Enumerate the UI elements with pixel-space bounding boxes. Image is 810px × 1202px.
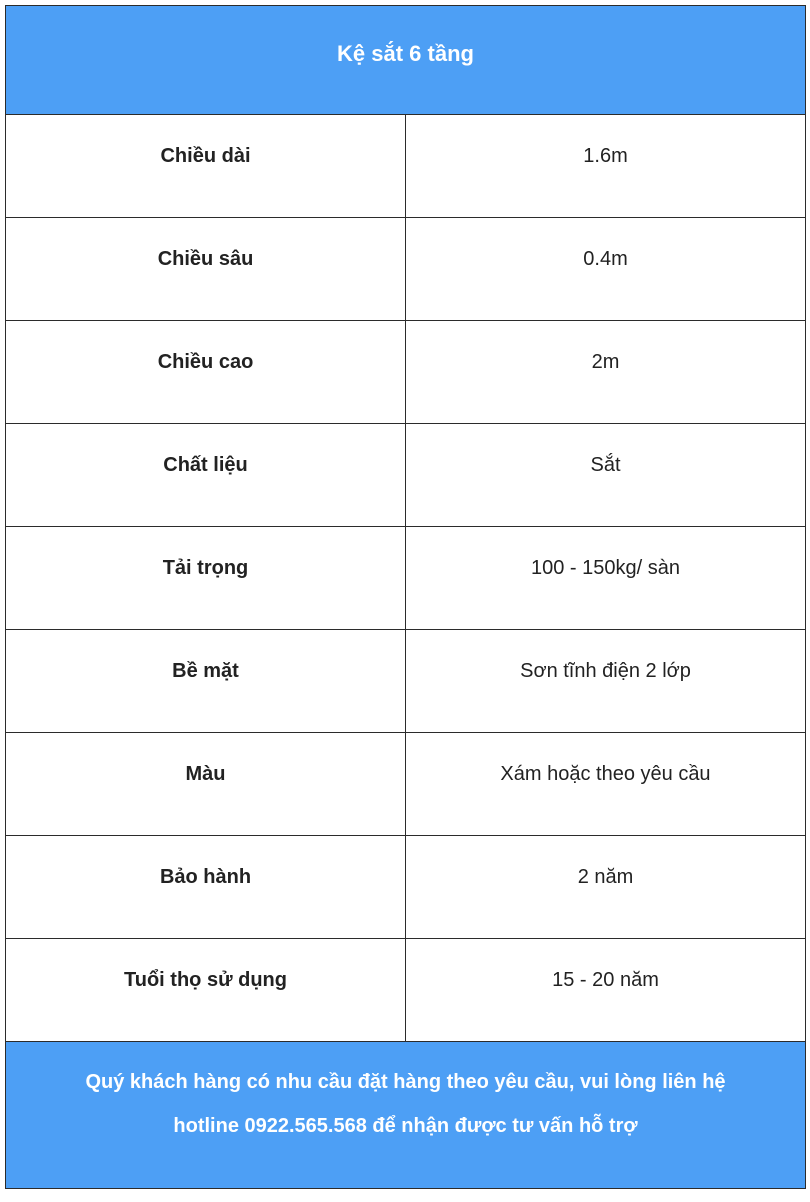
spec-label: Màu: [6, 733, 406, 836]
spec-value: Xám hoặc theo yêu cầu: [406, 733, 806, 836]
contact-note: [6, 1042, 806, 1189]
spec-value: Sắt: [406, 424, 806, 527]
spec-label: Chiều dài: [6, 115, 406, 218]
table-footer-row: [6, 1042, 806, 1189]
table-row: [6, 115, 806, 218]
table-row: [6, 321, 806, 424]
spec-label: Chiều cao: [6, 321, 406, 424]
table-row: [6, 733, 806, 836]
spec-value: 2 năm: [406, 836, 806, 939]
table-title: Kệ sắt 6 tầng: [6, 6, 806, 115]
table-row: [6, 836, 806, 939]
table-header-row: [6, 6, 806, 115]
spec-value: 0.4m: [406, 218, 806, 321]
spec-value: 1.6m: [406, 115, 806, 218]
table-row: [6, 527, 806, 630]
spec-label: Tải trọng: [6, 527, 406, 630]
contact-note-line-2: hotline 0922.565.568 để nhận được tư vấn hỗ trợ: [173, 1115, 638, 1137]
spec-value: 100 - 150kg/ sàn: [406, 527, 806, 630]
spec-label: Chất liệu: [6, 424, 406, 527]
spec-value: 15 - 20 năm: [406, 939, 806, 1042]
spec-label: Tuổi thọ sử dụng: [6, 939, 406, 1042]
table-row: [6, 939, 806, 1042]
spec-label: Bảo hành: [6, 836, 406, 939]
spec-label: Bề mặt: [6, 630, 406, 733]
table-row: [6, 218, 806, 321]
spec-value: 2m: [406, 321, 806, 424]
spec-table: [5, 5, 806, 1189]
table-row: [6, 630, 806, 733]
spec-value: Sơn tĩnh điện 2 lớp: [406, 630, 806, 733]
contact-note-line-1: Quý khách hàng có nhu cầu đặt hàng theo yêu cầu, vui lòng liên hệ: [85, 1071, 726, 1093]
spec-label: Chiều sâu: [6, 218, 406, 321]
table-row: [6, 424, 806, 527]
